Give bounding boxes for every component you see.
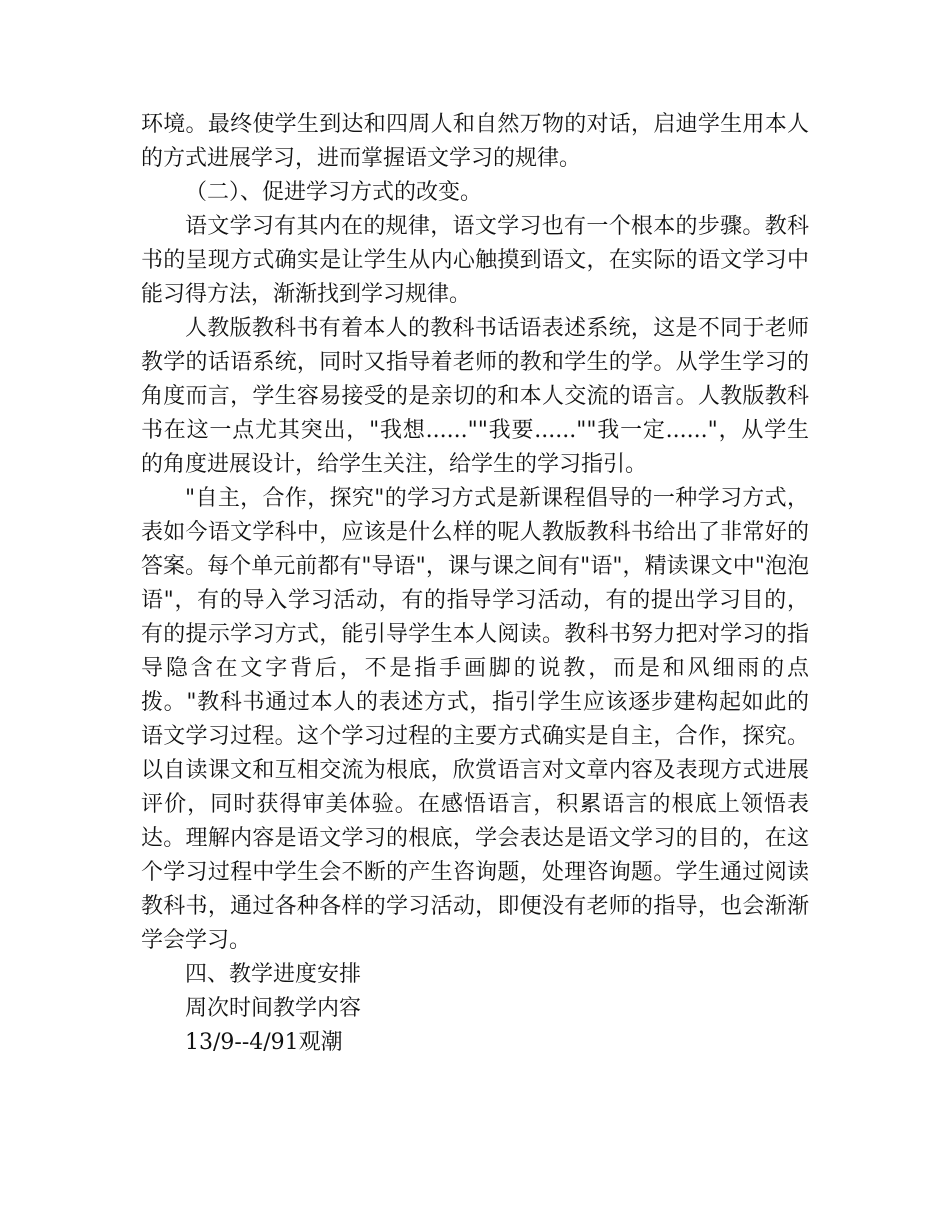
section-heading-schedule: 四、教学进度安排 — [185, 962, 362, 987]
section-heading-learning-style: （二）、促进学习方式的改变。 — [185, 180, 483, 205]
paragraph-textbook-discourse: 人教版教科书有着本人的教科书话语表述系统，这是不同于老师教学的话语系统，同时又指导着老师的教和学生的学。从学生学习的角度而言，学生容易接受的是亲切的和本人交流的语言。人教版教科书在这一点尤其突出，"我想......""我要......""我一定......"，从学生的角度进展设计，给学生关注，给学生的学习指引。 — [141, 316, 809, 477]
schedule-row: 13/9--4/91观潮 — [185, 1030, 343, 1055]
schedule-table-header: 周次时间教学内容 — [185, 996, 362, 1021]
document-body — [141, 108, 809, 1060]
paragraph-learning-rules: 语文学习有其内在的规律，语文学习也有一个根本的步骤。教科书的呈现方式确实是让学生从内心触摸到语文，在实际的语文学习中能习得方法，渐渐找到学习规律。 — [141, 214, 809, 307]
paragraph-autonomy-cooperation-inquiry: "自主，合作，探究"的学习方式是新课程倡导的一种学习方式，表如今语文学科中，应该是什么样的呢人教版教科书给出了非常好的答案。每个单元前都有"导语"，课与课之间有"语"，精读课文中"泡泡语"，有的导入学习活动，有的指导学习活动，有的提出学习目的，有的提示学习方式，能引导学生本人阅读。教科书努力把对学习的指导隐含在文字背后，不是指手画脚的说教，而是和风细雨的点拨。"教科书通过本人的表述方式，指引学生应该逐步建构起如此的语文学习过程。这个学习过程的主要方式确实是自主，合作，探究。以自读课文和互相交流为根底，欣赏语言对文章内容及表现方式进展评价，同时获得审美体验。在感悟语言，积累语言的根底上领悟表达。理解内容是语文学习的根底，学会表达是语文学习的目的，在这个学习过程中学生会不断的产生咨询题，处理咨询题。学生通过阅读教科书，通过各种各样的学习活动，即便没有老师的指导，也会渐渐学会学习。 — [141, 486, 809, 953]
paragraph-continuation: 环境。最终使学生到达和四周人和自然万物的对话，启迪学生用本人的方式进展学习，进而掌握语文学习的规律。 — [141, 112, 809, 171]
